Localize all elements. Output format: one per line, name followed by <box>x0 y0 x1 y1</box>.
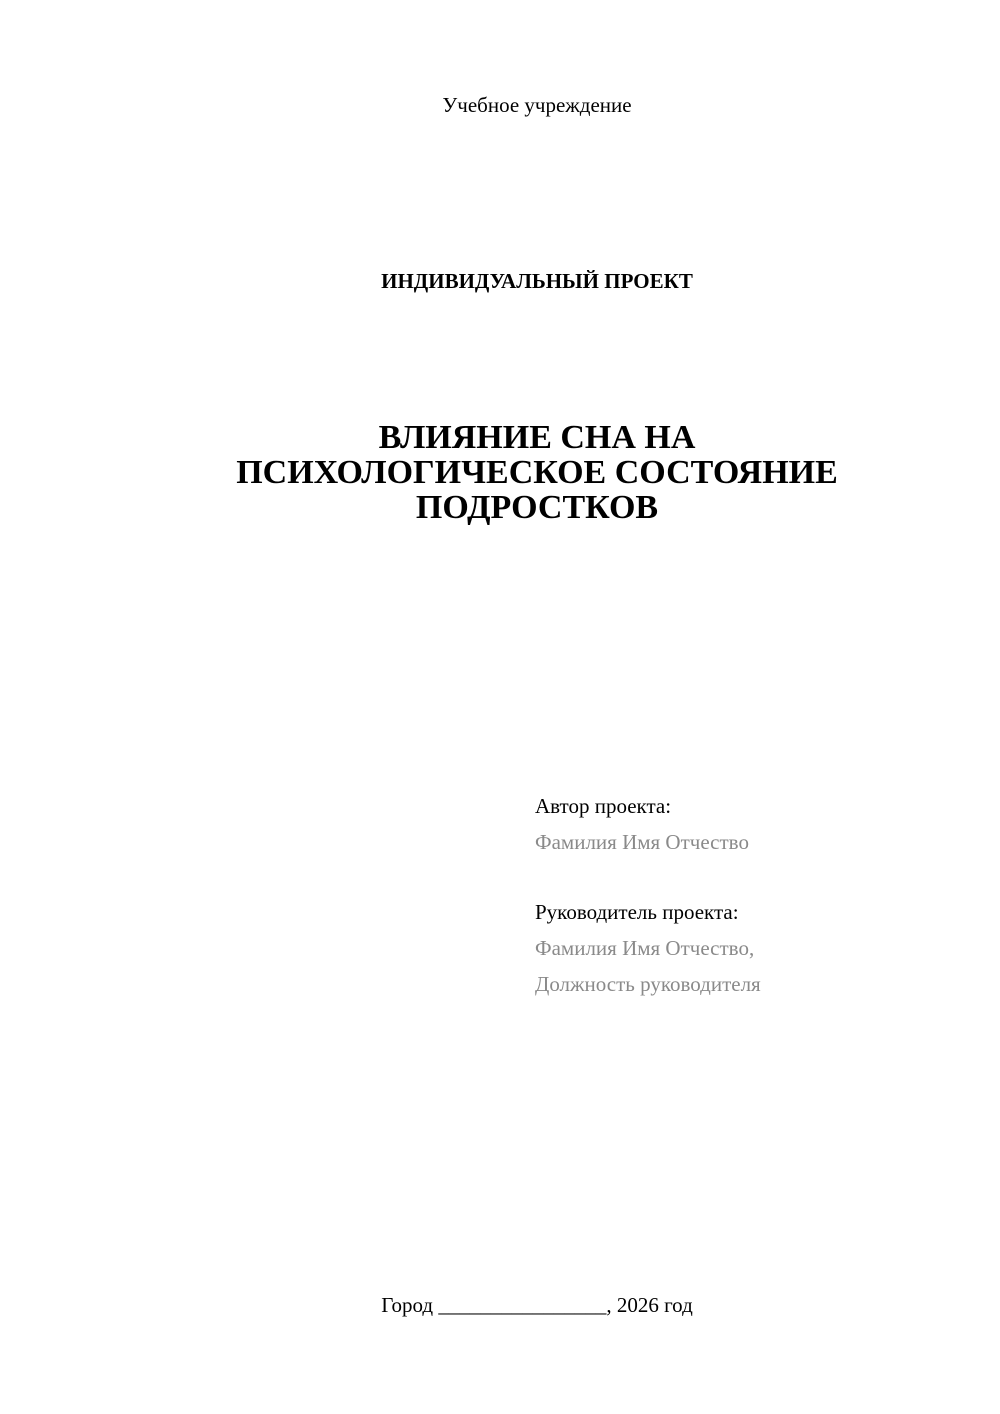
supervisor-name: Фамилия Имя Отчество, <box>535 936 755 960</box>
project-title-line: ПОДРОСТКОВ <box>415 489 659 526</box>
institution-name: Учебное учреждение <box>442 93 632 117</box>
author-label: Автор проекта: <box>535 794 672 818</box>
city-blank: ________________ <box>438 1293 607 1317</box>
city-year-line <box>0 1292 1000 1318</box>
document-type: ИНДИВИДУАЛЬНЫЙ ПРОЕКТ <box>381 269 693 293</box>
project-title <box>0 420 1000 525</box>
supervisor-position: Должность руководителя <box>535 972 761 996</box>
credits-block <box>535 788 955 1002</box>
project-title-line: ВЛИЯНИЕ СНА НА <box>378 419 696 456</box>
supervisor-label: Руководитель проекта: <box>535 900 739 924</box>
project-title-line: ПСИХОЛОГИЧЕСКОЕ СОСТОЯНИЕ <box>236 454 838 491</box>
author-name: Фамилия Имя Отчество <box>535 830 749 854</box>
credits-spacer <box>535 860 955 894</box>
city-label: Город <box>381 1293 434 1317</box>
year-text: , 2026 год <box>606 1293 693 1317</box>
